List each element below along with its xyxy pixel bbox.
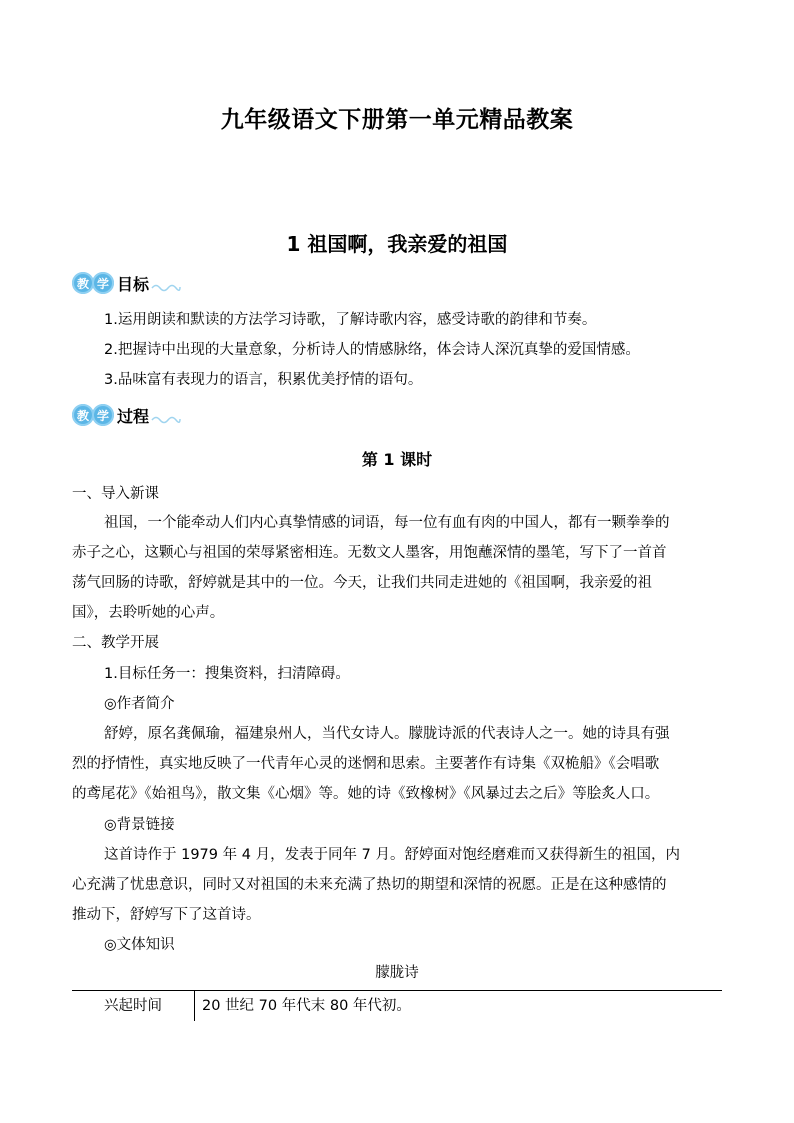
- table-column-divider: [194, 991, 195, 1021]
- paragraph-line: 烈的抒情性，真实地反映了一代青年心灵的迷惘和思索。主要著作有诗集《双桅船》《会唱歌: [72, 756, 660, 772]
- section-heading: 一、导入新课: [72, 486, 159, 502]
- section-label: 过程: [117, 406, 150, 426]
- paragraph-line: 这首诗作于 1979 年 4 月，发表于同年 7 月。舒婷面对饱经磨难而又获得新生的祖国，内: [104, 847, 681, 863]
- paragraph-line: 的鸢尾花》《始祖鸟》，散文集《心烟》等。她的诗《致橡树》《风暴过去之后》等脍炙人口。: [72, 786, 660, 802]
- paragraph-line: 赤子之心，这颗心与祖国的荣辱紧密相连。无数文人墨客，用饱蘸深情的墨笔，写下了一首首: [72, 545, 667, 561]
- paragraph-line: 祖国，一个能牵动人们内心真挚情感的词语，每一位有血有肉的中国人，都有一颗拳拳的: [104, 515, 670, 531]
- section-heading: 二、教学开展: [72, 635, 159, 651]
- subsection-heading: ◎文体知识: [104, 937, 175, 953]
- table-top-rule: [72, 990, 722, 991]
- goal-item: 2.把握诗中出现的大量意象，分析诗人的情感脉络，体会诗人深沉真挚的爱国情感。: [104, 342, 640, 358]
- section-badge-process: [72, 403, 181, 427]
- section-label: 目标: [117, 274, 150, 294]
- wave-decoration-icon: [151, 282, 181, 292]
- subsection-heading: ◎背景链接: [104, 817, 175, 833]
- goal-item: 3.品味富有表现力的语言，积累优美抒情的语句。: [104, 372, 423, 388]
- task-item: 1.目标任务一：搜集资料，扫清障碍。: [104, 666, 350, 682]
- wave-decoration-icon: [151, 414, 181, 424]
- badge-bubble-icon: 教: [72, 272, 94, 294]
- paragraph-line: 推动下，舒婷写下了这首诗。: [72, 907, 261, 923]
- period-title: 第 1 课时: [361, 450, 433, 469]
- paragraph-line: 舒婷，原名龚佩瑜，福建泉州人，当代女诗人。朦胧诗派的代表诗人之一。她的诗具有强: [104, 726, 670, 742]
- section-badge-goals: [72, 271, 181, 295]
- paragraph-line: 荡气回肠的诗歌，舒婷就是其中的一位。今天，让我们共同走进她的《祖国啊，我亲爱的祖: [72, 575, 652, 591]
- subsection-heading: ◎作者简介: [104, 696, 175, 712]
- table-row-label: 兴起时间: [104, 998, 162, 1014]
- badge-bubble-icon: 教: [72, 404, 94, 426]
- goal-item: 1.运用朗读和默读的方法学习诗歌，了解诗歌内容，感受诗歌的韵律和节奏。: [104, 312, 597, 328]
- paragraph-line: 心充满了忧患意识，同时又对祖国的未来充满了热切的期望和深情的祝愿。正是在这种感情的: [72, 877, 667, 893]
- badge-bubble-icon: 学: [92, 272, 114, 294]
- table-caption: 朦胧诗: [375, 965, 419, 981]
- document-title: 九年级语文下册第一单元精品教案: [220, 107, 574, 133]
- table-row-value: 20 世纪 70 年代末 80 年代初。: [202, 998, 411, 1014]
- lesson-title: 1 祖国啊，我亲爱的祖国: [286, 232, 508, 256]
- paragraph-line: 国》，去聆听她的心声。: [72, 605, 225, 621]
- badge-bubble-icon: 学: [92, 404, 114, 426]
